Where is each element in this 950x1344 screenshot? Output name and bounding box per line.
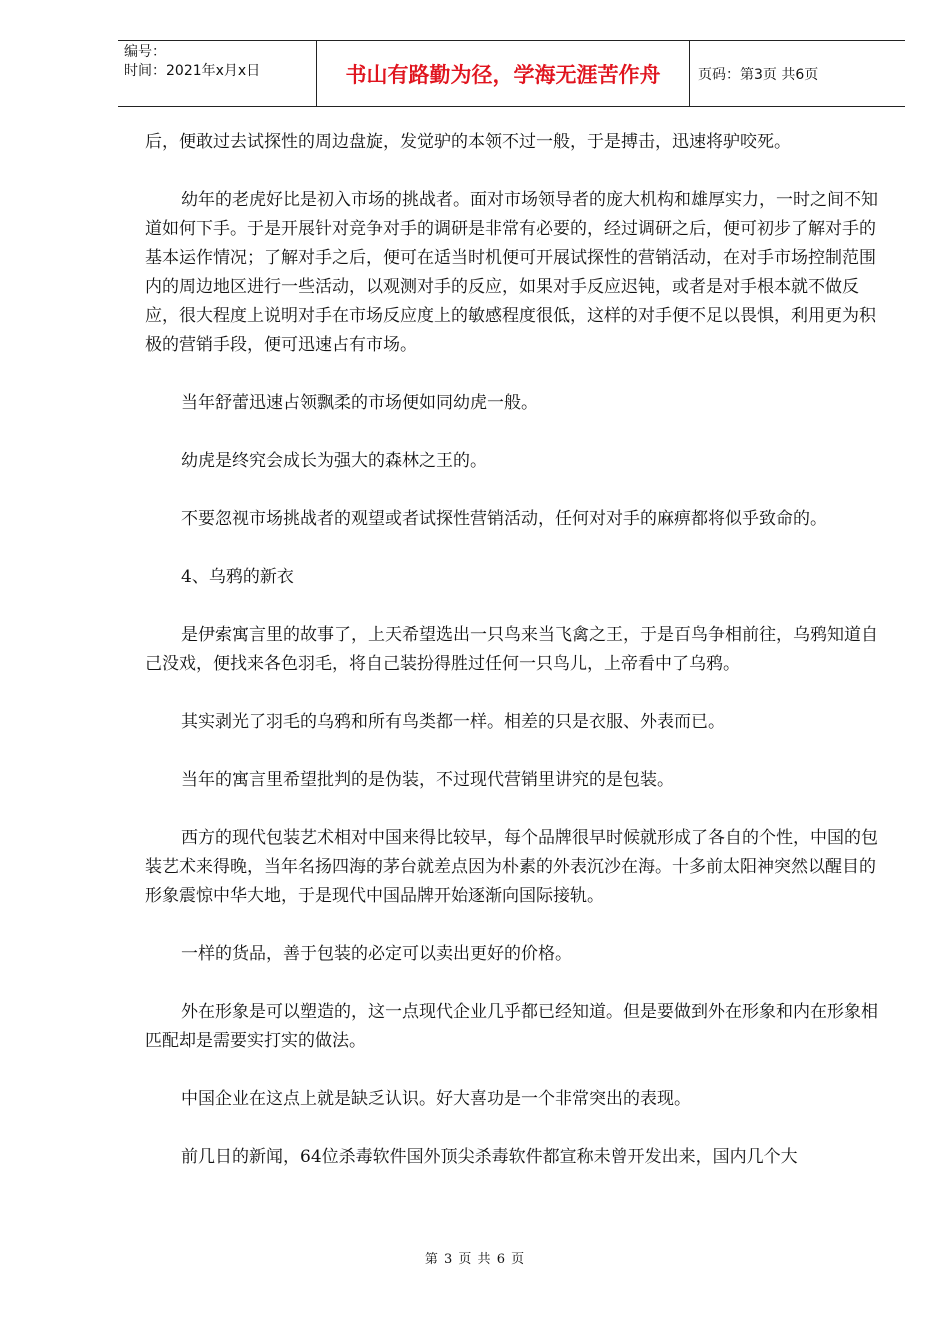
paragraph: 中国企业在这点上就是缺乏认识。好大喜功是一个非常突出的表现。 — [181, 1089, 691, 1109]
paragraph: 前几日的新闻，64位杀毒软件国外顶尖杀毒软件都宣称未曾开发出来，国内几个大 — [181, 1147, 798, 1167]
paragraph: 当年的寓言里希望批判的是伪装，不过现代营销里讲究的是包装。 — [181, 770, 674, 790]
paragraph: 幼年的老虎好比是初入市场的挑战者。面对市场领导者的庞大机构和雄厚实力，一时之间不知道如何下手。于是开展针对竞争对手的调研是非常有必要的，经过调研之后，便可初步了解对手的基本运作情况；了解对手之后，便可在适当时机便可开展试探性的营销活动，在对手市场控制范围内的周边地区进行一些活动，以观测对手的反应，如果对手反应迟钝，或者是对手根本就不做反应，很大程度上说明对手在市场反应度上的敏感程度很低，这样的对手便不足以畏惧，利用更为积极的营销手段，便可迅速占有市场。 — [145, 190, 878, 355]
header-motto: 书山有路勤为径，学海无涯苦作舟 — [317, 41, 690, 106]
page-footer: 第 3 页 共 6 页 — [424, 1252, 526, 1267]
paragraph: 西方的现代包装艺术相对中国来得比较早，每个品牌很早时候就形成了各自的个性，中国的包装艺术来得晚，当年名扬四海的茅台就差点因为朴素的外表沉沙在海。十多前太阳神突然以醒目的形象震惊中华大地，于是现代中国品牌开始逐渐向国际接轨。 — [145, 828, 878, 906]
header-meta-cell — [118, 41, 317, 106]
paragraph: 一样的货品，善于包装的必定可以卖出更好的价格。 — [181, 944, 572, 964]
header-page-info: 页码：第3页 共6页 — [698, 66, 819, 83]
paragraph: 不要忽视市场挑战者的观望或者试探性营销活动，任何对对手的麻痹都将似乎致命的。 — [181, 509, 827, 529]
paragraph: 幼虎是终究会成长为强大的森林之王的。 — [181, 451, 487, 471]
paragraph: 其实剥光了羽毛的乌鸦和所有鸟类都一样。相差的只是衣服、外表而已。 — [181, 712, 725, 732]
document-time-label: 时间：2021年x月x日 — [124, 63, 261, 79]
section-heading: 4、乌鸦的新衣 — [181, 567, 294, 587]
document-number-label: 编号： — [124, 44, 166, 60]
paragraph: 外在形象是可以塑造的，这一点现代企业几乎都已经知道。但是要做到外在形象和内在形象相匹配却是需要实打实的做法。 — [145, 1002, 878, 1051]
paragraph: 当年舒蕾迅速占领飘柔的市场便如同幼虎一般。 — [181, 393, 538, 413]
document-body — [145, 128, 880, 1201]
paragraph: 是伊索寓言里的故事了，上天希望选出一只鸟来当飞禽之王，于是百鸟争相前往，乌鸦知道自己没戏，便找来各色羽毛，将自己装扮得胜过任何一只鸟儿，上帝看中了乌鸦。 — [145, 625, 878, 674]
document-header — [118, 40, 905, 107]
paragraph: 后，便敢过去试探性的周边盘旋，发觉驴的本领不过一般，于是搏击，迅速将驴咬死。 — [145, 132, 791, 152]
